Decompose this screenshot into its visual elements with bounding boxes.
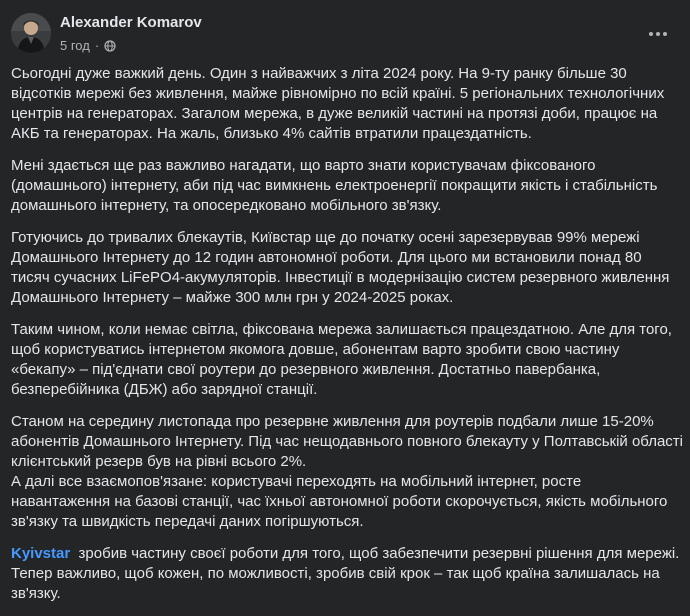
more-options-button[interactable] xyxy=(640,22,676,46)
post-paragraph: Мені здається ще раз важливо нагадати, що варто знати користувачам фіксованого (домашнього) інтернету, аби під час вимкнень електроенергії покращити якість і стабільність домашнього інтернету, та опосередковано мобільного зв'язку. xyxy=(11,157,658,214)
post-meta xyxy=(60,38,116,53)
more-horizontal-icon xyxy=(648,31,668,37)
post-paragraph: Сьогодні дуже важкий день. Один з найважчих з літа 2024 року. На 9-ту ранку більше 30 відсотків мережі без живлення, майже рівномірно по всій країні. 5 регіональних технологічних центрів на генераторах. Загалом мережа, в дуже великій частині на протязі доби, працює на АКБ та генераторах. На жаль, близько 4% сайтів втратили працездатність. xyxy=(11,65,665,142)
meta-separator: · xyxy=(94,38,100,53)
post-paragraph-last xyxy=(11,544,683,604)
post-paragraph: А далі все взаємопов'язане: користувачі переходять на мобільний інтернет, росте навантаження на базові станції, час їхньої автономної роботи скорочується, якість мобільного зв'язку та швидкість передачі даних погіршуються. xyxy=(11,473,668,530)
post-author[interactable]: Alexander Komarov xyxy=(60,14,202,31)
post-timestamp[interactable]: 5 год xyxy=(60,38,90,53)
post-body xyxy=(11,64,683,616)
globe-icon[interactable] xyxy=(104,40,116,52)
post-paragraph-last-text: зробив частину своєї роботи для того, щоб забезпечити резервні рішення для мережі. Тепер важливо, щоб кожен, по можливості, зробив свій крок – так щоб країна залишалась на зв'язку. xyxy=(11,545,684,602)
post-paragraph: Готуючись до тривалих блекаутів, Київстар ще до початку осені зарезервував 99% мережі Домашнього Інтернету до 12 годин автономної роботи. Для цього ми встановили понад 80 тисяч сучасних LiFePO4-акумуляторів. Інвестиції в модернізацію систем резервного живлення Домашнього Інтернету – майже 300 млн грн у 2024-2025 роках. xyxy=(11,229,670,306)
post-paragraph: Таким чином, коли немає світла, фіксована мережа залишається працездатною. Але для того, щоб користуватись інтернетом якомога довше, абонентам варто зробити свою частину «бекапу» – під'єднати свої роутери до резервного живлення. Достатньо павербанка, безперебійника (ДБЖ) або зарядної станції. xyxy=(11,321,672,398)
avatar-photo xyxy=(11,13,51,53)
avatar[interactable] xyxy=(11,13,51,53)
kyivstar-mention-link[interactable]: Kyivstar xyxy=(11,545,71,562)
post-header xyxy=(0,0,690,66)
post-paragraph: Станом на середину листопада про резервне живлення для роутерів подбали лише 15-20% абонентів Домашнього Інтернету. Під час нещодавнього повного блекауту у Полтавській області клієнтський резерв був на рівні всього 2%. xyxy=(11,413,684,470)
